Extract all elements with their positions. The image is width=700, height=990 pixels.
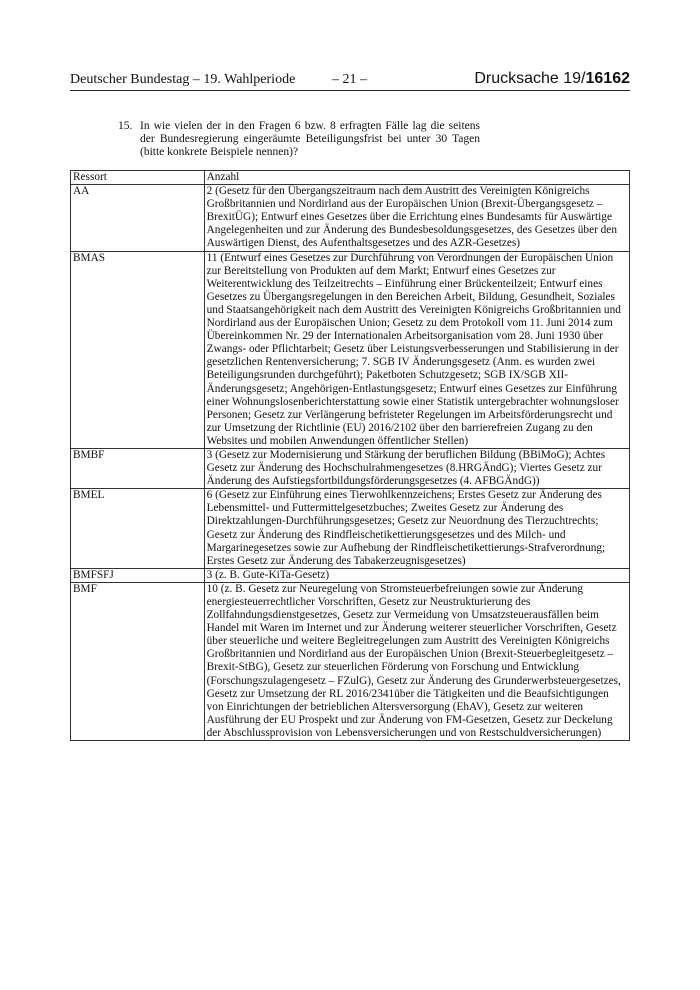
anzahl-cell: 3 (z. B. Gute-KiTa-Gesetz)	[204, 568, 629, 582]
ressort-cell: AA	[71, 185, 205, 251]
ressort-table	[70, 170, 630, 741]
document-label: Drucksache	[474, 70, 559, 87]
header-ressort: Ressort	[71, 171, 205, 185]
anzahl-cell: 2 (Gesetz für den Übergangszeitraum nach dem Austritt des Vereinigten Königreichs Großbritannien und Nordirland aus der Europäischen Union (Brexit-Übergangsgesetz – BrexitÜG); Entwurf eines Gesetzes über die Errichtung eines Bundesamts für Auswärtige Angelegenheiten und zur Änderung des Bundesbesoldungsgesetzes, des Gesetzes über den Auswärtigen Dienst, des Aufenthaltsgesetzes und des AZR-Gesetzes)	[204, 185, 629, 251]
page-number: – 21 –	[332, 72, 367, 87]
anzahl-cell: 6 (Gesetz zur Einführung eines Tierwohlkennzeichens; Erstes Gesetz zur Änderung des Lebensmittel- und Futtermittelgesetzbuches; Zweites Gesetz zur Änderung des Direktzahlungen-Durchführungsgesetzes; Gesetz zur Neuordnung des Tierzuchtrechts; Gesetz zur Änderung des Rindfleischetikettierungsgesetzes und des Milch- und Margarinegesetzes sowie zur Aufhebung der Rindfleischetikettierungs-Strafverordnung; Erstes Gesetz zur Änderung des Tabakerzeugnisgesetzes)	[204, 489, 629, 569]
table-row	[71, 489, 630, 569]
document-number-prefix: 19/	[563, 70, 586, 87]
page-header	[70, 70, 630, 92]
table-header-row	[71, 171, 630, 185]
document-number	[474, 70, 630, 88]
table-row	[71, 448, 630, 488]
document-number-value: 16162	[585, 70, 630, 87]
table-row	[71, 251, 630, 448]
question-number: 15.	[118, 120, 133, 132]
anzahl-cell: 11 (Entwurf eines Gesetzes zur Durchführung von Verordnungen der Europäischen Union zur Bereitstellung von Produkten auf dem Markt; Entwurf eines Gesetzes zur Weiterentwicklung des Teilzeitrechts – Einführung einer Brückenteilzeit; Entwurf eines Gesetzes zu Übergangsregelungen in den Bereichen Arbeit, Bildung, Gesundheit, Soziales und Staatsangehörigkeit nach dem Austritt des Vereinigten Königreichs Großbritannien und Nordirland aus der Europäischen Union; Gesetz zu dem Protokoll vom 11. Juni 2014 zum Übereinkommen Nr. 29 der Internationalen Arbeitsorganisation vom 28. Juni 1930 über Zwangs- oder Pflichtarbeit; Gesetz über Leistungsverbesserungen und Stabilisierung in der gesetzlichen Rentenversicherung; 7. SGB IV Änderungsgesetz (Anm. es wurden zwei Beteiligungsrunden durchgeführt); Paketboten Schutzgesetz; SGB IX/SGB XII-Änderungsgesetz; Angehörigen-Entlastungsgesetz; Entwurf eines Gesetzes zur Einführung einer Wohnungslosenberichterstattung sowie einer Statistik untergebrachter wohnungsloser Personen; Gesetz zur Verlängerung befristeter Regelungen im Arbeitsförderungsrecht und zur Umsetzung der Richtlinie (EU) 2016/2102 über den barrierefreien Zugang zu den Websites und mobilen Anwendungen öffentlicher Stellen)	[204, 251, 629, 448]
ressort-cell: BMBF	[71, 448, 205, 488]
table-row	[71, 568, 630, 582]
anzahl-cell: 3 (Gesetz zur Modernisierung und Stärkung der beruflichen Bildung (BBiMoG); Achtes Gesetz zur Änderung des Hochschulrahmengesetzes (8.HRGÄndG); Viertes Gesetz zur Änderung des Aufstiegsfortbildungsförderungsgesetzes (4. AFBGÄndG))	[204, 448, 629, 488]
table-row	[71, 185, 630, 251]
anzahl-cell: 10 (z. B. Gesetz zur Neuregelung von Stromsteuerbefreiungen sowie zur Änderung energiesteuerrechtlicher Vorschriften, Gesetz zur Neustrukturierung des Zollfahndungsdienstgesetzes, Gesetz zur Vermeidung von Umsatzsteuerausfällen beim Handel mit Waren im Internet und zur Änderung weiterer steuerlicher Vorschriften, Gesetz über steuerliche und weitere Begleitregelungen zum Austritt des Vereinigten Königreichs Großbritannien und Nordirland aus der Europäischen Union (Brexit-Steuerbegleitgesetz – Brexit-StBG), Gesetz zur steuerlichen Förderung von Forschung und Entwicklung (Forschungszulagengesetz – FZulG), Gesetz zur Änderung des Grunderwerbsteuergesetzes, Gesetz zur Umsetzung der RL 2016/2341über die Tätigkeiten und die Beaufsichtigungen von Einrichtungen der betrieblichen Altersversorgung (EhAV), Gesetz zur weiteren Ausführung der EU Prospekt und zur Änderung von FM-Gesetzen, Gesetz zur Deckelung der Abschlussprovision von Lebensversicherungen und von Restschuldversicherungen)	[204, 582, 629, 740]
header-rule	[70, 90, 630, 91]
table-row	[71, 582, 630, 740]
ressort-cell: BMFSFJ	[71, 568, 205, 582]
ressort-cell: BMAS	[71, 251, 205, 448]
header-anzahl: Anzahl	[204, 171, 629, 185]
ressort-cell: BMEL	[71, 489, 205, 569]
question-text: In wie vielen der in den Fragen 6 bzw. 8 erfragten Fälle lag die seitens der Bundesregierung eingeräumte Beteiligungsfrist bei unter 30 Tagen (bitte konkrete Beispiele nennen)?	[140, 120, 480, 158]
publication-title: Deutscher Bundestag – 19. Wahlperiode	[70, 72, 296, 87]
ressort-cell: BMF	[71, 582, 205, 740]
